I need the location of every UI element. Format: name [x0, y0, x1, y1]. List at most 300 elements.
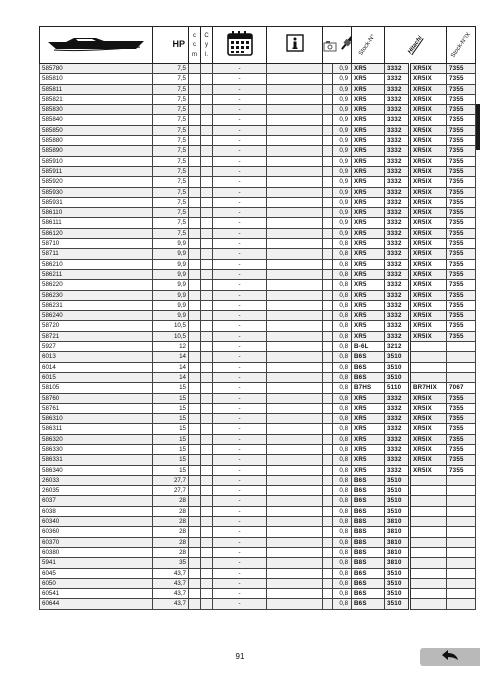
cyl-cell [201, 444, 213, 454]
table-row [40, 537, 476, 547]
info-cell [267, 280, 323, 290]
cyl-label-2: y [205, 42, 208, 49]
ccm-cell [189, 74, 201, 84]
calendar-cell: - [213, 517, 267, 527]
hp-cell: 7,5 [153, 197, 189, 207]
stock2-cell [447, 547, 476, 557]
stock2-cell [447, 568, 476, 578]
gap-cell: 0,8 [333, 290, 352, 300]
hp-cell: 28 [153, 506, 189, 516]
model-cell: 6045 [40, 568, 153, 578]
info-cell [267, 414, 323, 424]
hp-cell: 14 [153, 362, 189, 372]
table-row [40, 259, 476, 269]
table-body [40, 64, 476, 610]
hp-cell: 7,5 [153, 166, 189, 176]
plug2-cell: XR5IX [410, 177, 447, 187]
table-row [40, 197, 476, 207]
ccm-cell [189, 486, 201, 496]
ccm-cell [189, 84, 201, 94]
hp-cell: 9,9 [153, 280, 189, 290]
stock-cell: 3332 [385, 331, 410, 341]
plug2-cell: XR5IX [410, 465, 447, 475]
calendar-cell: - [213, 74, 267, 84]
spacer-cell [323, 331, 333, 341]
calendar-cell: - [213, 146, 267, 156]
stock-cell: 3332 [385, 64, 410, 74]
plug-cell: XR5 [352, 455, 385, 465]
stock-cell: 3332 [385, 393, 410, 403]
hp-cell: 7,5 [153, 105, 189, 115]
plug-cell: B6S [352, 352, 385, 362]
spacer-cell [323, 517, 333, 527]
stock2-cell: 7355 [447, 84, 476, 94]
plug2-cell [410, 517, 447, 527]
stock2-cell [447, 486, 476, 496]
plug-cell: XR5 [352, 187, 385, 197]
gap-cell: 0,8 [333, 414, 352, 424]
stock-cell: 3332 [385, 455, 410, 465]
model-cell: 58761 [40, 403, 153, 413]
spacer-cell [323, 527, 333, 537]
stock-cell: 3332 [385, 414, 410, 424]
gap-cell: 0,8 [333, 486, 352, 496]
calendar-icon [227, 51, 253, 58]
cyl-cell [201, 166, 213, 176]
gap-cell: 0,9 [333, 136, 352, 146]
calendar-cell: - [213, 156, 267, 166]
gap-cell: 0,8 [333, 578, 352, 588]
model-cell: 585821 [40, 94, 153, 104]
stock-cell: 3510 [385, 486, 410, 496]
plug-cell: B6S [352, 496, 385, 506]
stock-cell: 3332 [385, 94, 410, 104]
ccm-cell [189, 311, 201, 321]
info-cell [267, 537, 323, 547]
table-row [40, 136, 476, 146]
hp-cell: 9,9 [153, 290, 189, 300]
info-cell [267, 156, 323, 166]
spacer-cell [323, 187, 333, 197]
stock-cell: 3510 [385, 352, 410, 362]
table-row [40, 372, 476, 382]
stock2-cell: 7355 [447, 156, 476, 166]
model-cell: 26033 [40, 475, 153, 485]
stock-label: Stock-N° [358, 33, 377, 57]
table-row [40, 434, 476, 444]
plug2-cell [410, 475, 447, 485]
calendar-cell: - [213, 424, 267, 434]
cyl-cell [201, 136, 213, 146]
model-cell: 586310 [40, 414, 153, 424]
ccm-cell [189, 197, 201, 207]
table-row [40, 249, 476, 259]
hp-cell: 28 [153, 517, 189, 527]
ccm-cell [189, 599, 201, 609]
stock2-cell: 7355 [447, 393, 476, 403]
back-button[interactable] [420, 648, 480, 666]
stock-cell: 3332 [385, 146, 410, 156]
model-cell: 586311 [40, 424, 153, 434]
plug2-cell: XR5IX [410, 84, 447, 94]
brand-logo: Hitachi [406, 35, 424, 56]
plug-cell: B6S [352, 578, 385, 588]
plug-cell: B6S [352, 362, 385, 372]
plug-cell: B6S [352, 589, 385, 599]
cyl-cell [201, 208, 213, 218]
ccm-cell [189, 372, 201, 382]
plug2-cell: XR5IX [410, 321, 447, 331]
table-row [40, 64, 476, 74]
plug2-cell [410, 342, 447, 352]
stock2-cell: 7355 [447, 94, 476, 104]
spacer-cell [323, 311, 333, 321]
stock2-cell: 7355 [447, 259, 476, 269]
hp-cell: 43,7 [153, 599, 189, 609]
plug-cell: XR5 [352, 403, 385, 413]
calendar-cell: - [213, 434, 267, 444]
hp-cell: 15 [153, 444, 189, 454]
ccm-cell [189, 105, 201, 115]
stock-cell: 3332 [385, 269, 410, 279]
spacer-cell [323, 259, 333, 269]
calendar-cell: - [213, 486, 267, 496]
table-row [40, 166, 476, 176]
table-row [40, 362, 476, 372]
plug-cell: XR5 [352, 321, 385, 331]
cyl-cell [201, 115, 213, 125]
info-cell [267, 64, 323, 74]
spacer-cell [323, 383, 333, 393]
stock-cell: 3332 [385, 166, 410, 176]
spacer-cell [323, 84, 333, 94]
hp-cell: 14 [153, 352, 189, 362]
model-cell: 6015 [40, 372, 153, 382]
table-row [40, 331, 476, 341]
info-cell [267, 486, 323, 496]
ccm-cell [189, 125, 201, 135]
stock2-cell [447, 506, 476, 516]
plug2-cell [410, 547, 447, 557]
hp-cell: 7,5 [153, 177, 189, 187]
model-cell: 60370 [40, 537, 153, 547]
stock-cell: 3332 [385, 115, 410, 125]
calendar-cell: - [213, 218, 267, 228]
model-cell: 586231 [40, 300, 153, 310]
plug-cell: B8S [352, 558, 385, 568]
calendar-cell: - [213, 115, 267, 125]
ccm-cell [189, 331, 201, 341]
stock2-cell: 7355 [447, 331, 476, 341]
cyl-cell [201, 589, 213, 599]
gap-cell: 0,9 [333, 115, 352, 125]
stock2-cell: 7355 [447, 280, 476, 290]
calendar-cell: - [213, 537, 267, 547]
table-row [40, 125, 476, 135]
gap-cell: 0,8 [333, 496, 352, 506]
table-row [40, 393, 476, 403]
hp-header [153, 27, 189, 64]
calendar-cell: - [213, 578, 267, 588]
calendar-cell: - [213, 403, 267, 413]
spacer-cell [323, 105, 333, 115]
calendar-cell: - [213, 342, 267, 352]
cyl-cell [201, 465, 213, 475]
table-row [40, 94, 476, 104]
ccm-cell [189, 218, 201, 228]
boat-icon [46, 47, 146, 54]
ccm-cell [189, 269, 201, 279]
gap-cell: 0,8 [333, 517, 352, 527]
cyl-cell [201, 197, 213, 207]
table-row [40, 568, 476, 578]
stock2-cell [447, 362, 476, 372]
calendar-cell: - [213, 414, 267, 424]
calendar-cell: - [213, 208, 267, 218]
hp-cell: 27,7 [153, 475, 189, 485]
gap-cell: 0,9 [333, 64, 352, 74]
cyl-cell [201, 342, 213, 352]
table-row [40, 300, 476, 310]
model-cell: 585931 [40, 197, 153, 207]
calendar-cell: - [213, 187, 267, 197]
plug2-cell: XR5IX [410, 94, 447, 104]
stock2-cell [447, 527, 476, 537]
model-cell: 585911 [40, 166, 153, 176]
gap-cell: 0,9 [333, 228, 352, 238]
cyl-cell [201, 94, 213, 104]
info-cell [267, 527, 323, 537]
calendar-cell: - [213, 228, 267, 238]
stock-cell: 3332 [385, 259, 410, 269]
hp-cell: 28 [153, 547, 189, 557]
hp-cell: 7,5 [153, 115, 189, 125]
plug2-cell: XR5IX [410, 424, 447, 434]
stock2-header [447, 27, 476, 64]
cyl-cell [201, 300, 213, 310]
stock2-cell: 7355 [447, 74, 476, 84]
spacer-cell [323, 136, 333, 146]
spacer-cell [323, 465, 333, 475]
hp-cell: 43,7 [153, 578, 189, 588]
stock2-cell: 7355 [447, 414, 476, 424]
model-cell: 585830 [40, 105, 153, 115]
calendar-cell: - [213, 599, 267, 609]
stock-cell: 3332 [385, 403, 410, 413]
spacer-cell [323, 578, 333, 588]
hp-cell: 28 [153, 496, 189, 506]
hp-cell: 15 [153, 383, 189, 393]
gap-cell: 0,8 [333, 424, 352, 434]
plug2-cell: XR5IX [410, 434, 447, 444]
plug-cell: XR5 [352, 125, 385, 135]
calendar-cell: - [213, 136, 267, 146]
plug2-cell: XR5IX [410, 136, 447, 146]
info-cell [267, 372, 323, 382]
calendar-cell: - [213, 568, 267, 578]
gap-cell: 0,8 [333, 537, 352, 547]
model-cell: 585780 [40, 64, 153, 74]
stock-cell: 3510 [385, 496, 410, 506]
model-cell: 60360 [40, 527, 153, 537]
plug-cell: XR5 [352, 115, 385, 125]
stock-cell: 3332 [385, 290, 410, 300]
table-row [40, 527, 476, 537]
stock2-cell: 7355 [447, 136, 476, 146]
ccm-cell [189, 280, 201, 290]
ccm-cell [189, 455, 201, 465]
plug2-cell [410, 578, 447, 588]
info-cell [267, 239, 323, 249]
stock-cell: 3332 [385, 444, 410, 454]
ccm-cell [189, 249, 201, 259]
gap-cell: 0,8 [333, 239, 352, 249]
model-cell: 58710 [40, 239, 153, 249]
plug-cell: B6S [352, 475, 385, 485]
cyl-cell [201, 424, 213, 434]
calendar-cell: - [213, 558, 267, 568]
calendar-cell: - [213, 372, 267, 382]
stock-cell: 3332 [385, 300, 410, 310]
hp-cell: 43,7 [153, 589, 189, 599]
cyl-header [201, 27, 213, 64]
plug2-cell [410, 599, 447, 609]
spacer-cell [323, 475, 333, 485]
plug-cell: B6S [352, 599, 385, 609]
plug2-cell: XR5IX [410, 393, 447, 403]
cyl-cell [201, 84, 213, 94]
stock2-cell [447, 558, 476, 568]
hp-cell: 27,7 [153, 486, 189, 496]
cyl-cell [201, 177, 213, 187]
gap-cell: 0,9 [333, 74, 352, 84]
ccm-cell [189, 403, 201, 413]
stock2-cell: 7355 [447, 187, 476, 197]
info-cell [267, 218, 323, 228]
table-header-row [40, 27, 476, 64]
plug2-cell: XR5IX [410, 166, 447, 176]
stock2-label: Stock-N°IX [450, 31, 473, 59]
spacer-cell [323, 208, 333, 218]
info-cell [267, 187, 323, 197]
table-row [40, 403, 476, 413]
plug-cell: XR5 [352, 146, 385, 156]
calendar-cell: - [213, 280, 267, 290]
model-cell: 586111 [40, 218, 153, 228]
hp-cell: 15 [153, 424, 189, 434]
stock2-cell: 7355 [447, 444, 476, 454]
info-cell [267, 362, 323, 372]
info-cell [267, 517, 323, 527]
hp-cell: 7,5 [153, 74, 189, 84]
spacer-cell [323, 166, 333, 176]
stock2-cell [447, 537, 476, 547]
plug2-cell: XR5IX [410, 259, 447, 269]
plug-cell: B6S [352, 506, 385, 516]
spacer-cell [323, 64, 333, 74]
calendar-cell: - [213, 321, 267, 331]
plug-cell: XR5 [352, 259, 385, 269]
gap-cell: 0,9 [333, 177, 352, 187]
hp-cell: 43,7 [153, 568, 189, 578]
calendar-cell: - [213, 455, 267, 465]
hp-cell: 15 [153, 393, 189, 403]
plug-cell: XR5 [352, 208, 385, 218]
info-cell [267, 599, 323, 609]
plug2-cell [410, 506, 447, 516]
ccm-cell [189, 259, 201, 269]
spacer-cell [323, 506, 333, 516]
stock2-cell [447, 578, 476, 588]
stock-cell: 3810 [385, 517, 410, 527]
plug2-cell: XR5IX [410, 239, 447, 249]
info-icon [286, 47, 304, 54]
table-row [40, 547, 476, 557]
cyl-cell [201, 547, 213, 557]
model-cell: 58721 [40, 331, 153, 341]
plug2-cell: XR5IX [410, 208, 447, 218]
gap-cell: 0,9 [333, 218, 352, 228]
table-row [40, 187, 476, 197]
stock2-cell: 7355 [447, 321, 476, 331]
info-cell [267, 311, 323, 321]
spacer-cell [323, 197, 333, 207]
hp-cell: 7,5 [153, 64, 189, 74]
plug2-cell: XR5IX [410, 115, 447, 125]
hp-cell: 9,9 [153, 239, 189, 249]
plug-cell: B8S [352, 537, 385, 547]
table-row [40, 84, 476, 94]
info-cell [267, 558, 323, 568]
table-row [40, 280, 476, 290]
ccm-cell [189, 208, 201, 218]
hp-cell: 15 [153, 403, 189, 413]
stock-cell: 3510 [385, 506, 410, 516]
gap-cell: 0,9 [333, 187, 352, 197]
table-row [40, 475, 476, 485]
ccm-cell [189, 589, 201, 599]
info-cell [267, 290, 323, 300]
plug-cell: B6S [352, 568, 385, 578]
ccm-cell [189, 156, 201, 166]
plug2-cell: XR5IX [410, 74, 447, 84]
gap-cell: 0,9 [333, 125, 352, 135]
ccm-cell [189, 321, 201, 331]
table-row [40, 321, 476, 331]
cyl-cell [201, 125, 213, 135]
ccm-cell [189, 393, 201, 403]
stock2-cell [447, 517, 476, 527]
cyl-cell [201, 290, 213, 300]
info-cell [267, 94, 323, 104]
plug-cell: XR5 [352, 311, 385, 321]
ccm-cell [189, 578, 201, 588]
ccm-cell [189, 434, 201, 444]
hp-cell: 10,5 [153, 321, 189, 331]
cyl-cell [201, 372, 213, 382]
plug2-cell: XR5IX [410, 455, 447, 465]
plug2-cell [410, 537, 447, 547]
table-row [40, 486, 476, 496]
stock-cell: 3810 [385, 547, 410, 557]
ccm-cell [189, 558, 201, 568]
table-row [40, 424, 476, 434]
stock2-cell [447, 372, 476, 382]
plug-cell: XR5 [352, 177, 385, 187]
stock-cell: 3332 [385, 74, 410, 84]
gap-cell: 0,9 [333, 208, 352, 218]
plug2-cell: XR5IX [410, 187, 447, 197]
